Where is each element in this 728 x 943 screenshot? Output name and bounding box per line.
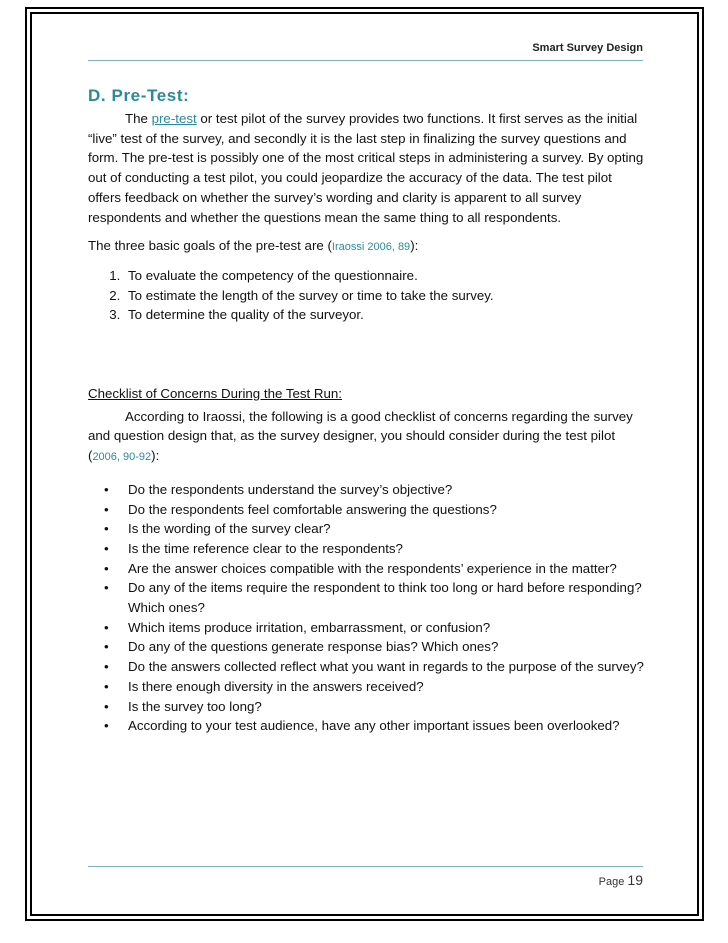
goals-intro-start: The three basic goals of the pre-test are (: [88, 238, 332, 254]
concern-text: Which items produce irritation, embarrassment, or confusion?: [128, 619, 491, 635]
page-footer: [88, 872, 643, 888]
bullet-icon: •: [104, 718, 109, 734]
bullet-icon: •: [104, 580, 109, 596]
bullet-icon: •: [104, 481, 109, 497]
goals-list: [88, 266, 648, 325]
intro-paragraph: [88, 109, 648, 227]
concern-text: Is the wording of the survey clear?: [128, 521, 331, 537]
goals-intro-end: ):: [410, 238, 419, 254]
goal-item: 1. To evaluate the competency of the questionnaire.: [124, 266, 648, 286]
list-item: [104, 539, 648, 559]
page-label: Page: [598, 876, 625, 888]
concerns-list: [88, 480, 648, 736]
concern-text: Do the respondents feel comfortable answering the questions?: [128, 501, 497, 517]
bullet-icon: •: [104, 698, 109, 714]
checklist-intro: [88, 407, 648, 468]
list-item: [104, 657, 648, 677]
concern-text: Is there enough diversity in the answers received?: [128, 678, 424, 694]
page-number: 19: [627, 872, 643, 888]
list-item: [104, 697, 648, 717]
goals-citation: Iraossi 2006, 89: [331, 241, 411, 254]
concern-text: Is the time reference clear to the respondents?: [128, 540, 403, 556]
goal-item: 3. To determine the quality of the surveyor.: [124, 305, 648, 325]
pre-test-link[interactable]: pre-test: [151, 111, 197, 126]
intro-text-start: The: [125, 111, 152, 126]
bullet-icon: •: [104, 501, 109, 517]
bullet-icon: •: [104, 639, 109, 655]
list-item: [104, 480, 648, 500]
bullet-icon: •: [104, 521, 109, 537]
intro-text-rest: or test pilot of the survey provides two functions. It first serves as the initial “live” test of the survey, and secondly it is the last step in finalizing the survey questions and form. The pre-test is possibly one of the most critical steps in administering a survey. By opting out of conducting a test pilot, you could jeopardize the accuracy of the data. The test pilot offers feedback on whether the survey’s wording and clarity is apparent to all survey respondents and whether the questions mean the same thing to all respondents.: [88, 111, 644, 225]
header-divider: [88, 60, 643, 61]
concern-text: Do any of the items require the respondent to think too long or hard before responding? Which ones?: [128, 580, 642, 616]
footer-divider: [88, 866, 643, 867]
list-item: [104, 637, 648, 657]
list-item: [104, 519, 648, 539]
bullet-icon: •: [104, 619, 109, 635]
running-header: Smart Survey Design: [532, 42, 643, 54]
list-item: [104, 559, 648, 579]
list-item: [104, 578, 648, 617]
concern-text: According to your test audience, have any other important issues been overlooked?: [128, 718, 620, 734]
goal-item: 2. To estimate the length of the survey or time to take the survey.: [124, 286, 648, 306]
list-item: [104, 618, 648, 638]
bullet-icon: •: [104, 678, 109, 694]
list-item: [104, 677, 648, 697]
checklist-title: Checklist of Concerns During the Test Run:: [88, 386, 342, 402]
concern-text: Is the survey too long?: [128, 698, 262, 714]
concern-text: Do any of the questions generate response bias? Which ones?: [128, 639, 499, 655]
concern-text: Do the answers collected reflect what you want in regards to the purpose of the survey?: [128, 659, 644, 675]
list-item: [104, 716, 648, 736]
section-title: D. Pre-Test:: [88, 86, 190, 105]
concern-text: Are the answer choices compatible with the respondents’ experience in the matter?: [128, 560, 617, 576]
bullet-icon: •: [104, 540, 109, 556]
bullet-icon: •: [104, 560, 109, 576]
page-content: [88, 86, 648, 736]
list-item: [104, 500, 648, 520]
bullet-icon: •: [104, 659, 109, 675]
checklist-intro-end: ):: [151, 448, 160, 464]
checklist-intro-start: According to Iraossi, the following is a good checklist of concerns regarding the survey and question design that, as the survey designer, you should consider during the test pilot (: [88, 408, 633, 464]
concern-text: Do the respondents understand the survey’s objective?: [128, 481, 453, 497]
goals-intro: [88, 236, 648, 258]
checklist-citation: 2006, 90-92: [92, 451, 152, 464]
